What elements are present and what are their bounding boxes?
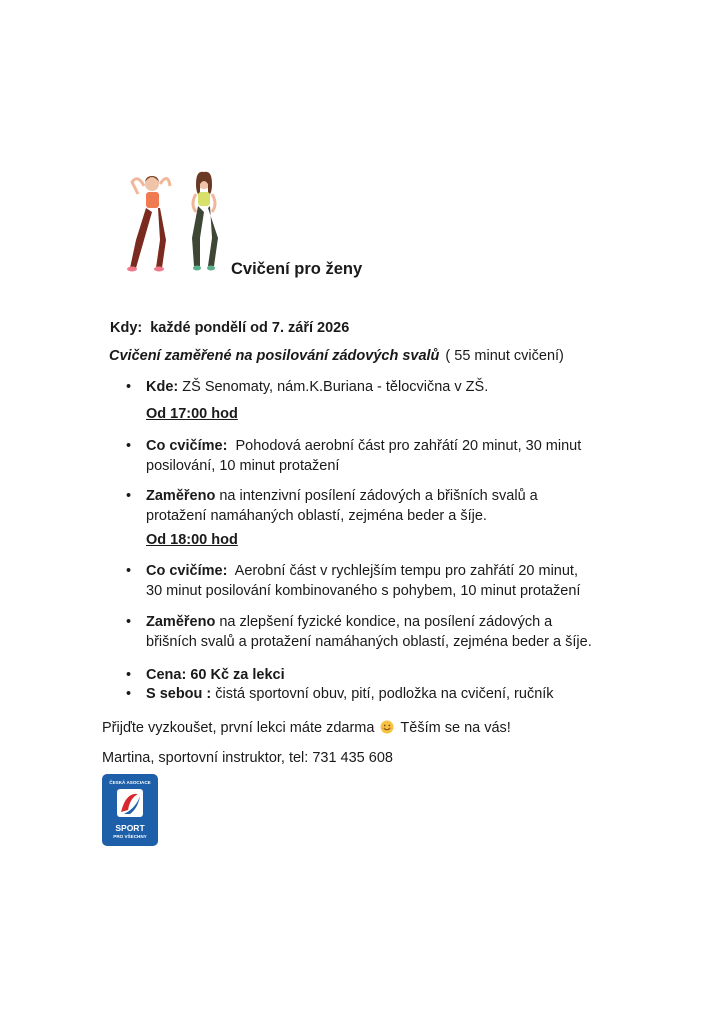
invitation-line xyxy=(102,720,511,736)
bullet: • xyxy=(126,379,132,395)
bullet: • xyxy=(126,438,132,454)
invitation-text: Přijďte vyzkoušet, první lekci máte zdarma xyxy=(102,720,375,736)
bring-label: S sebou : xyxy=(146,686,212,702)
focus-line xyxy=(109,348,564,364)
price-text: Cena: 60 Kč za lekci xyxy=(146,667,285,683)
location-value: ZŠ Senomaty, nám.K.Buriana - tělocvična v ZŠ. xyxy=(182,379,489,395)
greeting-text: Těším se na vás! xyxy=(400,720,511,736)
aim-line-1: na zlepšení fyzické kondice, na posílení zádových a xyxy=(219,614,553,630)
bullet: • xyxy=(126,563,132,579)
content-line-1: Pohodová aerobní část pro zahřátí 20 minut, 30 minut xyxy=(235,438,582,454)
schedule-line xyxy=(110,320,349,336)
bullet: • xyxy=(126,488,132,504)
woman-standing-figure xyxy=(192,172,218,271)
bullet: • xyxy=(126,686,132,702)
aim-line-2: protažení namáhaných oblastí, zejména beder a šíje. xyxy=(146,508,487,524)
page-title: Cvičení pro ženy xyxy=(231,260,363,278)
logo-top-text: ČESKÁ ASOCIACE xyxy=(109,780,151,785)
aim-line-1: na intenzivní posílení zádových a břišních svalů a xyxy=(219,488,538,504)
aim-label: Zaměřeno xyxy=(146,614,216,630)
schedule-label: Kdy: xyxy=(110,320,143,336)
content-line-2: posilování, 10 minut protažení xyxy=(146,458,340,474)
focus-text: Cvičení zaměřené na posilování zádových svalů xyxy=(109,348,440,364)
bullet: • xyxy=(126,667,132,683)
content-label: Co cvičíme: xyxy=(146,563,228,579)
content-line-2: 30 minut posilování kombinovaného s pohybem, 10 minut protažení xyxy=(146,583,581,599)
woman-stretching-figure xyxy=(127,176,170,272)
women-exercising-illustration xyxy=(108,168,228,278)
sport-logo xyxy=(102,774,158,846)
location-label: Kde: xyxy=(146,379,179,395)
content-label: Co cvičíme: xyxy=(146,438,228,454)
session-time-2: Od 18:00 hod xyxy=(146,532,238,548)
logo-bottom-text: PRO VŠECHNY xyxy=(113,834,147,839)
bullet: • xyxy=(126,614,132,630)
bring-value: čistá sportovní obuv, pití, podložka na cvičení, ručník xyxy=(215,686,554,702)
aim-line-2: břišních svalů a protažení namáhaných oblastí, zejména beder a šíje. xyxy=(146,634,592,650)
smiley-icon xyxy=(380,720,394,734)
session-time-1: Od 17:00 hod xyxy=(146,406,238,422)
schedule-value: každé pondělí od 7. září 2026 xyxy=(150,320,350,336)
aim-label: Zaměřeno xyxy=(146,488,216,504)
logo-mid-text: SPORT xyxy=(115,823,145,833)
content-line-1: Aerobní část v rychlejším tempu pro zahřátí 20 minut, xyxy=(234,563,578,579)
contact-line: Martina, sportovní instruktor, tel: 731 435 608 xyxy=(102,750,393,766)
duration-text: ( 55 minut cvičení) xyxy=(445,348,564,364)
